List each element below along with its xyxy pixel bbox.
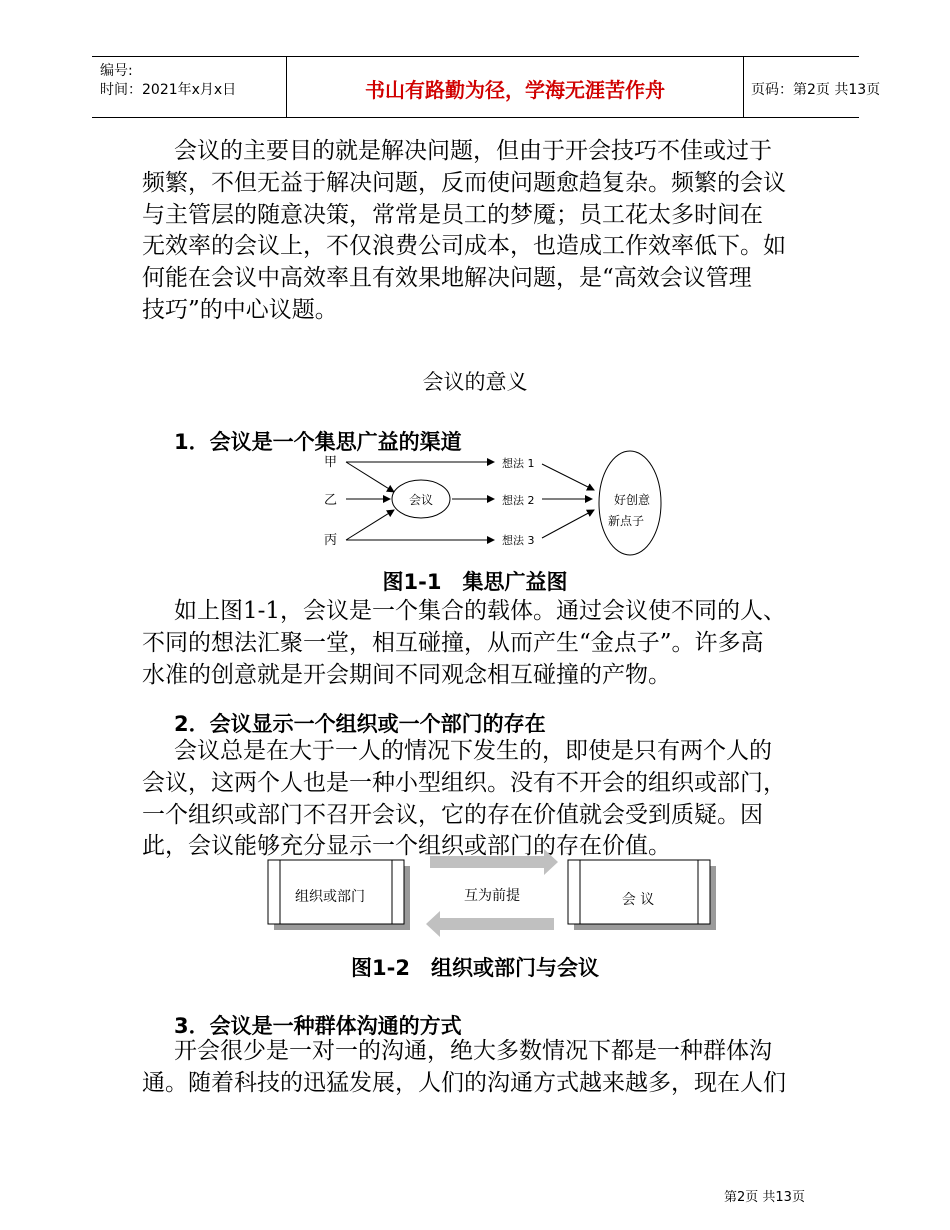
figure-1-2-caption: 图1-2 组织或部门与会议 [351, 956, 599, 980]
figure-arrows [346, 462, 594, 540]
intro-line: 技巧”的中心议题。 [142, 296, 338, 323]
result-label-line2: 新点子 [607, 514, 645, 528]
header-page-number: 页码：第2页 共13页 [751, 82, 881, 98]
point1-heading: 1．会议是一个集思广益的渠道 [174, 430, 462, 454]
idea-label-3: 想法 3 [502, 534, 535, 547]
point2-paragraph [142, 736, 786, 863]
idea-label-1: 想法 1 [502, 457, 535, 470]
result-label-line1: 好创意 [613, 493, 651, 507]
point1-line: 如上图1-1，会议是一个集合的载体。通过会议使不同的人、 [174, 598, 787, 624]
point2-line: 会议，这两个人也是一种小型组织。没有不开会的组织或部门， [142, 769, 786, 796]
page-header [92, 56, 881, 118]
point1-line: 水准的创意就是开会期间不同观念相互碰撞的产物。 [142, 661, 671, 688]
intro-line: 无效率的会议上，不仅浪费公司成本，也造成工作效率低下。如 [142, 233, 786, 260]
person-label-jia: 甲 [324, 455, 338, 470]
intro-line: 频繁，不但无益于解决问题，反而使问题愈趋复杂。频繁的会议 [142, 169, 786, 196]
mutual-premise-label: 互为前提 [464, 888, 520, 904]
person-label-yi: 乙 [324, 493, 338, 508]
figure-1-2-diagram [262, 846, 722, 946]
header-motto-cell [286, 57, 744, 117]
header-left-cell [92, 57, 286, 117]
idea-label-2: 想法 2 [502, 494, 535, 507]
point2-line: 会议总是在大于一人的情况下发生的，即使是只有两个人的 [174, 738, 772, 764]
intro-line: 何能在会议中高效率且有效果地解决问题，是“高效会议管理 [142, 265, 752, 292]
right-box-label: 会 议 [621, 892, 655, 908]
arrow-right [430, 849, 558, 875]
point2-heading: 2．会议显示一个组织或一个部门的存在 [174, 712, 546, 736]
right-box [568, 860, 716, 930]
point2-line: 一个组织或部门不召开会议，它的存在价值就会受到质疑。因 [142, 801, 763, 828]
figure-1-1-caption: 图1-1 集思广益图 [382, 570, 568, 594]
point3-line: 开会很少是一对一的沟通，绝大多数情况下都是一种群体沟 [174, 1038, 772, 1064]
arrow-left [426, 911, 554, 937]
header-motto: 书山有路勤为径，学海无涯苦作舟 [365, 78, 665, 102]
left-box [268, 860, 410, 930]
point3-paragraph [142, 1036, 786, 1100]
header-right-cell [743, 57, 881, 117]
page-footer: 第2页 共13页 [724, 1190, 805, 1205]
doc-number-label: 编号: [100, 63, 133, 79]
point1-line: 不同的想法汇聚一堂，相互碰撞，从而产生“金点子”。许多高 [142, 629, 764, 656]
intro-line: 与主管层的随意决策，常常是员工的梦魇；员工花太多时间在 [142, 201, 763, 228]
section-title: 会议的意义 [422, 370, 528, 394]
doc-time-label: 时间：2021年x月x日 [100, 82, 237, 98]
person-label-bing: 丙 [324, 533, 338, 548]
figure-1-1-diagram [310, 448, 670, 560]
left-box-label: 组织或部门 [295, 889, 365, 905]
intro-paragraph [142, 136, 786, 327]
point1-paragraph [142, 596, 786, 691]
point3-line: 通。随着科技的迅猛发展，人们的沟通方式越来越多，现在人们 [142, 1069, 786, 1096]
intro-line: 会议的主要目的就是解决问题，但由于开会技巧不佳或过于 [174, 138, 772, 164]
point3-heading: 3．会议是一种群体沟通的方式 [174, 1014, 462, 1038]
meeting-label: 会议 [408, 493, 434, 507]
point2-line: 此，会议能够充分显示一个组织或部门的存在价值。 [142, 833, 671, 860]
